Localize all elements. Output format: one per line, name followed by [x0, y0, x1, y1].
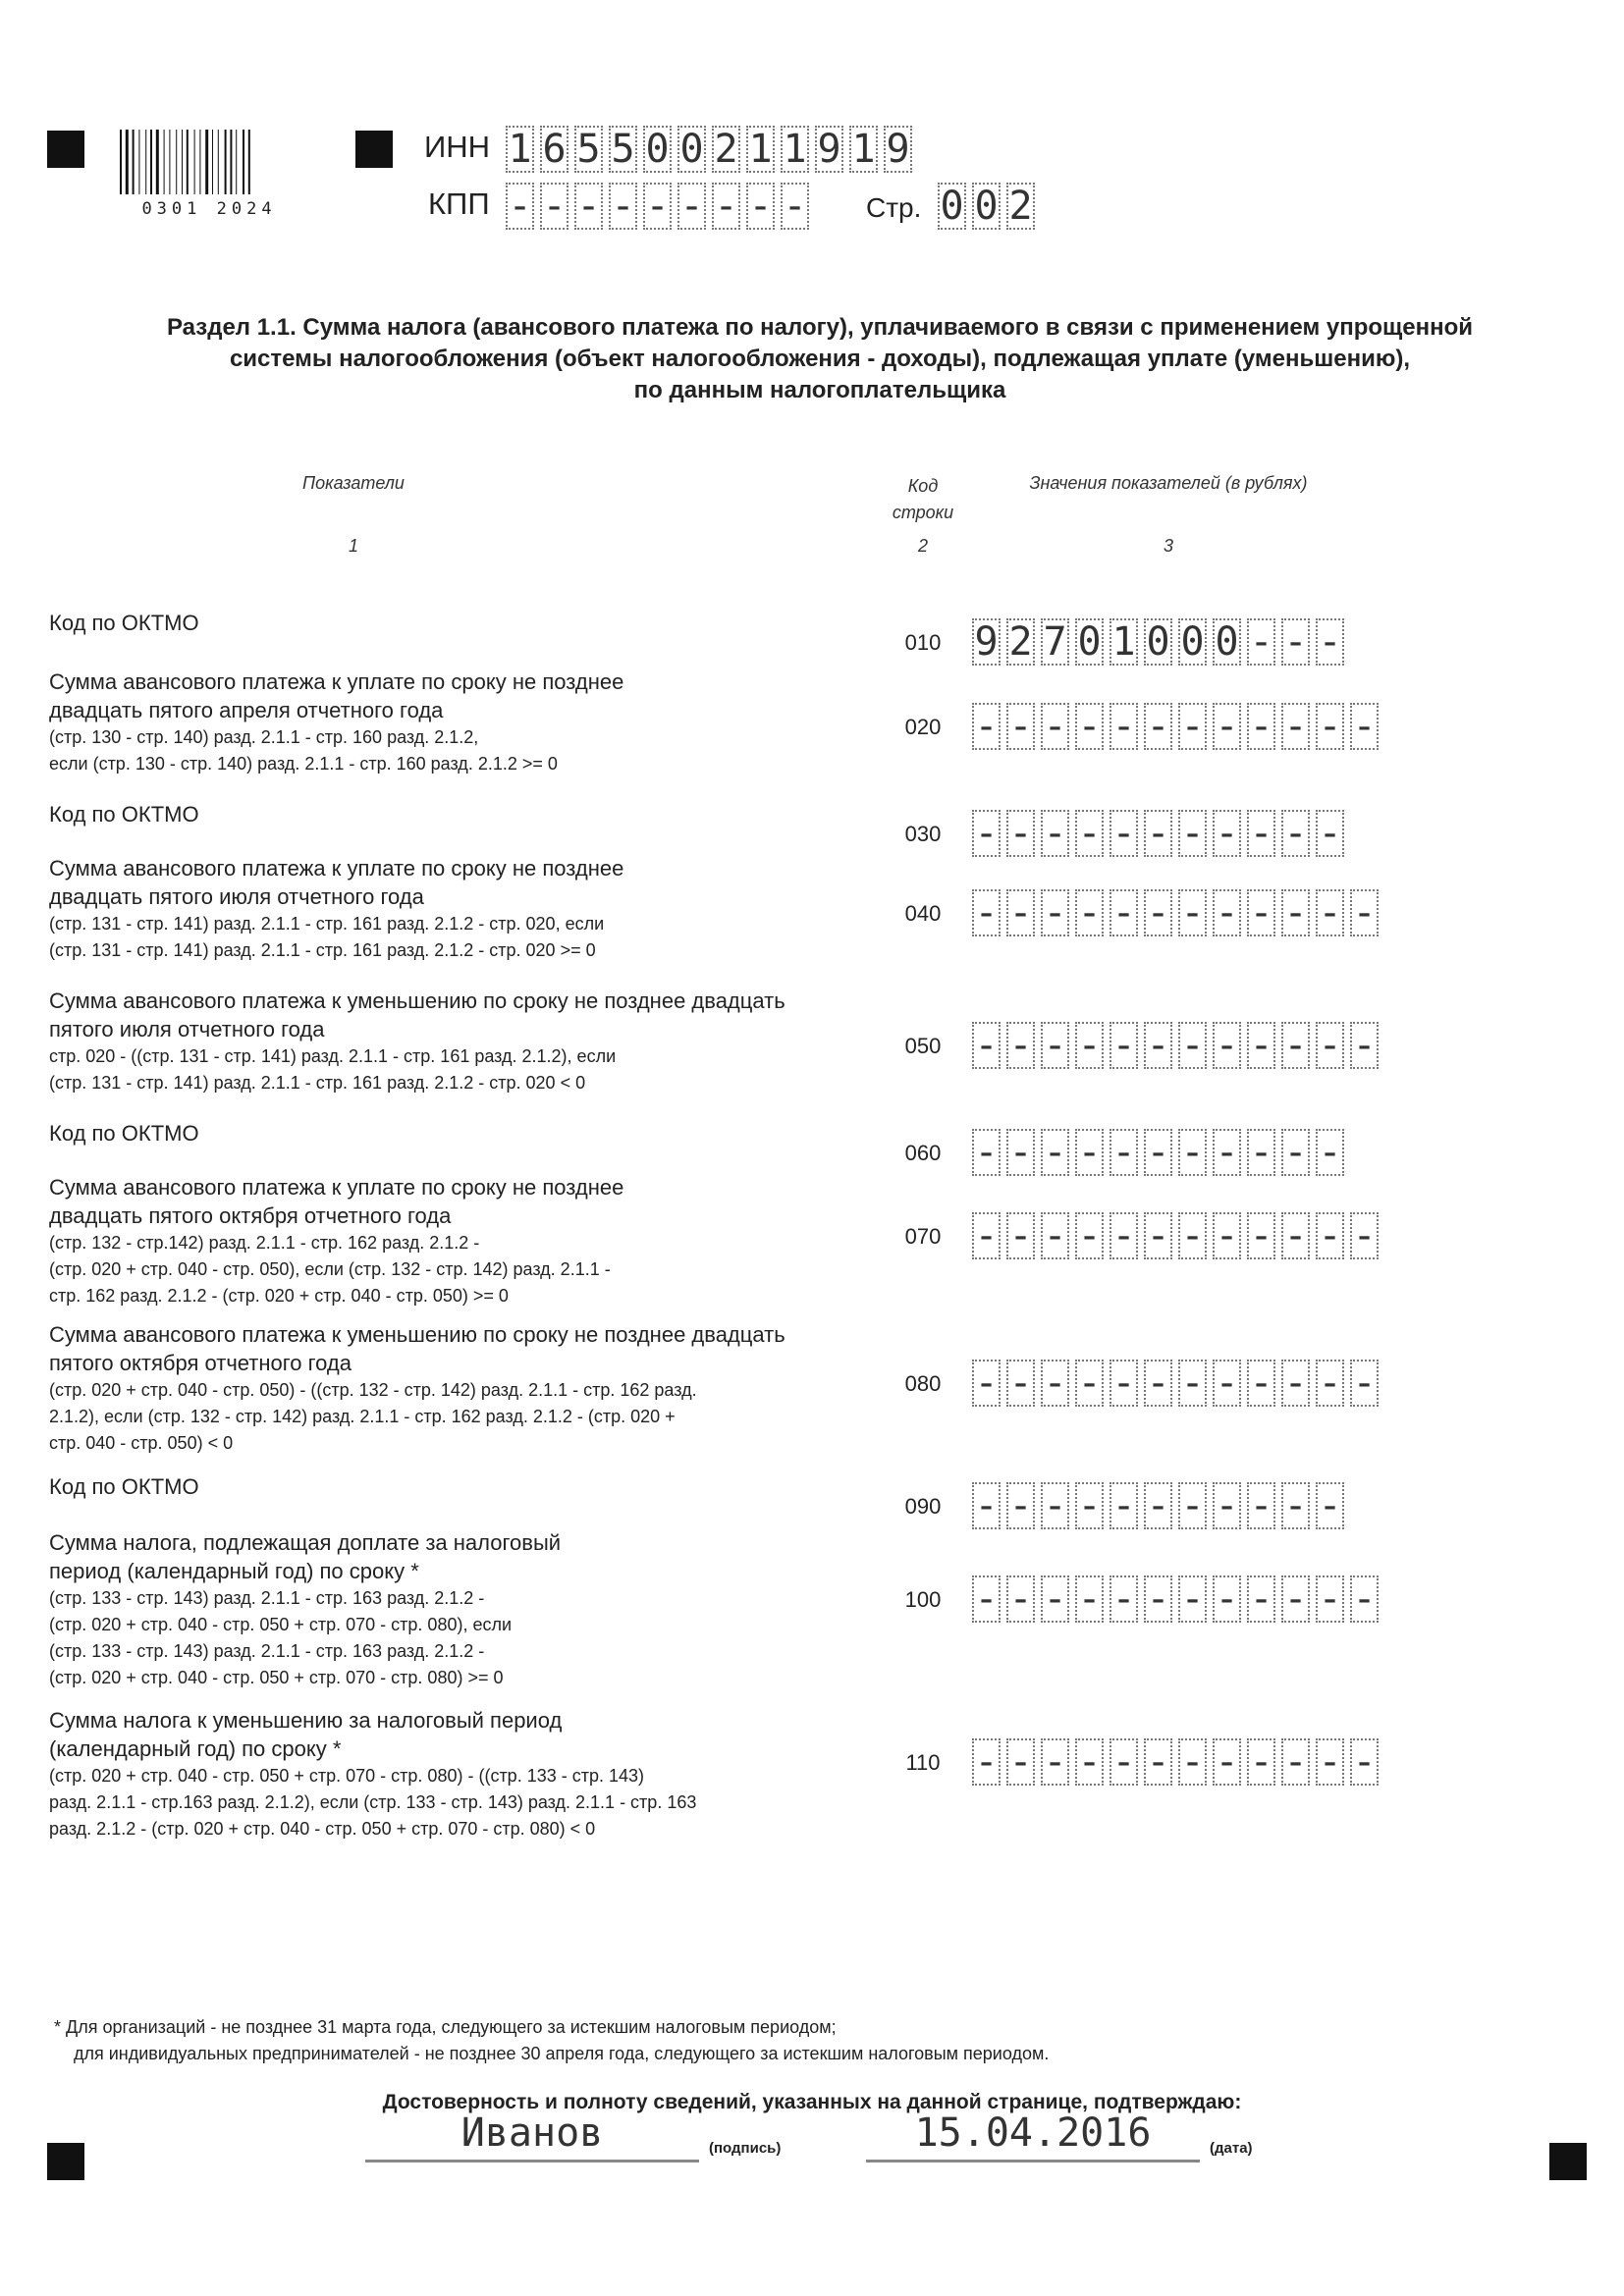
digit-cell: -	[506, 183, 534, 230]
digit-cell: -	[1350, 1212, 1379, 1259]
digit-cell: -	[1316, 703, 1344, 750]
indicator-description	[49, 800, 893, 828]
section-title-line3: по данным налогоплательщика	[633, 377, 1006, 403]
digit-cell: -	[1110, 889, 1138, 936]
digit-cell: -	[1247, 1129, 1275, 1176]
digit-cell: -	[972, 1738, 1001, 1786]
barcode-bar	[164, 130, 165, 194]
barcode-bar	[145, 130, 146, 194]
indicator-description	[49, 1706, 893, 1842]
digit-cell: -	[1247, 1022, 1275, 1069]
digit-cell: -	[1006, 1212, 1035, 1259]
row-value-cells-050	[972, 1022, 1384, 1069]
digit-cell: -	[1350, 1738, 1379, 1786]
digit-cell: -	[1316, 1360, 1344, 1407]
digit-cell: -	[1281, 1575, 1310, 1623]
signature-value: Иванов	[460, 2110, 604, 2156]
digit-cell: -	[1075, 1575, 1104, 1623]
digit-cell: -	[1247, 1360, 1275, 1407]
row-value-cells-020	[972, 703, 1384, 750]
digit-cell: 5	[574, 126, 603, 173]
barcode-bar	[236, 130, 237, 194]
digit-cell: -	[1281, 1738, 1310, 1786]
digit-cell: -	[1075, 889, 1104, 936]
digit-cell: 1	[506, 126, 534, 173]
row-code: 060	[904, 1141, 942, 1165]
digit-cell: 0	[677, 126, 706, 173]
column-number-2: 2	[917, 536, 928, 556]
indicator-formula: (стр. 020 + стр. 040 - стр. 050 + стр. 070 - стр. 080) - ((стр. 133 - стр. 143) разд. 2.1.1 - стр.163 разд. 2.1.2), если (стр. 133 - стр. 143) разд. 2.1.1 - стр. 163 разд. 2.1.2 - (стр. 020 + стр. 040 - стр. 050 + стр. 070 - стр. 080) < 0	[49, 1766, 697, 1839]
digit-cell: -	[1006, 1129, 1035, 1176]
row-value-cells-100	[972, 1575, 1384, 1623]
indicator-description	[49, 667, 893, 777]
digit-cell: -	[574, 183, 603, 230]
digit-cell: -	[1281, 1212, 1310, 1259]
row-code: 050	[904, 1034, 942, 1058]
row-code: 020	[904, 715, 942, 739]
digit-cell: -	[1213, 703, 1241, 750]
row-code: 100	[904, 1587, 942, 1612]
digit-cell: -	[746, 183, 775, 230]
digit-cell: -	[1075, 1022, 1104, 1069]
corner-marker-bottom-left	[47, 2143, 84, 2180]
row-value-cells-060	[972, 1129, 1350, 1176]
column-number-3: 3	[1163, 536, 1173, 556]
digit-cell: -	[1041, 1738, 1069, 1786]
page-number-cells	[938, 183, 1041, 230]
digit-cell: -	[1041, 1212, 1069, 1259]
column-header-indicators: Показатели	[302, 473, 405, 493]
indicator-description	[49, 609, 893, 637]
date-caption: (дата)	[1210, 2140, 1253, 2157]
corner-marker-top-right	[355, 131, 393, 168]
digit-cell: -	[1110, 1738, 1138, 1786]
footnote-line1: * Для организаций - не позднее 31 марта года, следующего за истекшим налоговым периодом;	[54, 2017, 837, 2037]
digit-cell: -	[1178, 703, 1207, 750]
digit-cell: -	[1006, 1482, 1035, 1529]
digit-cell: -	[1144, 1482, 1172, 1529]
barcode-bars	[116, 128, 302, 196]
digit-cell: -	[1144, 703, 1172, 750]
indicator-title: Код по ОКТМО	[49, 802, 199, 827]
digit-cell: -	[1075, 1738, 1104, 1786]
digit-cell: -	[1247, 1738, 1275, 1786]
digit-cell: -	[1178, 1575, 1207, 1623]
digit-cell: -	[1006, 1575, 1035, 1623]
column-header-code-line2: строки	[892, 503, 954, 522]
digit-cell: -	[972, 1360, 1001, 1407]
digit-cell: -	[1316, 1738, 1344, 1786]
indicator-title: Код по ОКТМО	[49, 611, 199, 635]
row-value-cells-010	[972, 618, 1350, 666]
indicator-formula: (стр. 131 - стр. 141) разд. 2.1.1 - стр. 161 разд. 2.1.2 - стр. 020, если (стр. 131 - стр. 141) разд. 2.1.1 - стр. 161 разд. 2.1.2 - стр. 020 >= 0	[49, 914, 605, 960]
footnote-line2: для индивидуальных предпринимателей - не позднее 30 апреля года, следующего за истекшим налоговым периодом.	[74, 2044, 1050, 2063]
digit-cell: -	[1041, 1360, 1069, 1407]
digit-cell: -	[1213, 1360, 1241, 1407]
row-code: 030	[904, 822, 942, 846]
digit-cell: -	[1281, 1129, 1310, 1176]
row-code: 010	[904, 630, 942, 655]
digit-cell: -	[1075, 1212, 1104, 1259]
barcode-bar	[194, 130, 195, 194]
digit-cell: 0	[1144, 618, 1172, 666]
digit-cell: -	[1041, 1482, 1069, 1529]
digit-cell: -	[1041, 1575, 1069, 1623]
indicator-description	[49, 1320, 893, 1457]
digit-cell: -	[972, 703, 1001, 750]
confirmation-text: Достоверность и полноту сведений, указанных на данной странице, подтверждаю:	[382, 2091, 1242, 2113]
barcode-bar	[133, 130, 135, 194]
indicator-formula: (стр. 130 - стр. 140) разд. 2.1.1 - стр. 160 разд. 2.1.2, если (стр. 130 - стр. 140) разд. 2.1.1 - стр. 160 разд. 2.1.2 >= 0	[49, 727, 558, 774]
barcode-bar	[156, 130, 159, 194]
indicator-description	[49, 1528, 893, 1691]
barcode-bar	[225, 130, 227, 194]
digit-cell: -	[1281, 889, 1310, 936]
indicator-title: Сумма авансового платежа к уменьшению по сроку не позднее двадцать пятого июля отчетного года	[49, 988, 785, 1041]
footnote	[54, 2014, 1049, 2067]
row-code: 110	[905, 1750, 941, 1775]
section-title-line1: Раздел 1.1. Сумма налога (авансового платежа по налогу), уплачиваемого в связи с применением упрощенной	[166, 314, 1474, 341]
indicator-title: Код по ОКТМО	[49, 1474, 199, 1499]
digit-cell: -	[677, 183, 706, 230]
digit-cell: -	[609, 183, 637, 230]
digit-cell: 7	[1041, 618, 1069, 666]
digit-cell: -	[1247, 1575, 1275, 1623]
digit-cell: -	[1041, 703, 1069, 750]
column-header-code-line1: Код	[907, 476, 939, 496]
row-value-cells-040	[972, 889, 1384, 936]
barcode-bar	[176, 130, 177, 194]
digit-cell: -	[1041, 889, 1069, 936]
digit-cell: 0	[972, 183, 1001, 230]
barcode-bar	[187, 130, 189, 194]
digit-cell: -	[1316, 889, 1344, 936]
digit-cell: 1	[1110, 618, 1138, 666]
digit-cell: 0	[1213, 618, 1241, 666]
column-header-values: Значения показателей (в рублях)	[1029, 473, 1308, 493]
digit-cell: -	[1075, 1482, 1104, 1529]
digit-cell: -	[1006, 1738, 1035, 1786]
digit-cell: -	[1281, 810, 1310, 857]
corner-marker-top-left	[47, 131, 84, 168]
digit-cell: -	[1006, 703, 1035, 750]
digit-cell: 0	[1075, 618, 1104, 666]
digit-cell: -	[1144, 1738, 1172, 1786]
digit-cell: -	[1213, 1482, 1241, 1529]
digit-cell: -	[1110, 1129, 1138, 1176]
indicator-title: Сумма авансового платежа к уплате по сроку не позднее двадцать пятого апреля отчетного года	[49, 669, 624, 722]
digit-cell: -	[712, 183, 740, 230]
digit-cell: -	[1316, 1575, 1344, 1623]
barcode-bar	[120, 130, 122, 194]
row-value-cells-070	[972, 1212, 1384, 1259]
digit-cell: -	[1178, 1360, 1207, 1407]
indicator-title: Сумма авансового платежа к уплате по сроку не позднее двадцать пятого июля отчетного года	[49, 856, 624, 909]
indicator-description	[49, 854, 893, 964]
indicator-description	[49, 987, 893, 1096]
row-value-cells-090	[972, 1482, 1350, 1529]
digit-cell: -	[540, 183, 568, 230]
row-code: 070	[904, 1224, 942, 1249]
indicator-description	[49, 1119, 893, 1148]
digit-cell: -	[1075, 810, 1104, 857]
digit-cell: -	[1247, 618, 1275, 666]
digit-cell: -	[972, 1129, 1001, 1176]
barcode-bar	[199, 130, 200, 194]
digit-cell: -	[1178, 1129, 1207, 1176]
digit-cell: -	[1041, 1129, 1069, 1176]
digit-cell: -	[1213, 1212, 1241, 1259]
digit-cell: -	[1316, 1129, 1344, 1176]
digit-cell: -	[1075, 1129, 1104, 1176]
indicator-title: Код по ОКТМО	[49, 1121, 199, 1146]
column-header-code	[879, 473, 967, 526]
digit-cell: 1	[849, 126, 878, 173]
digit-cell: -	[1006, 1360, 1035, 1407]
digit-cell: -	[1178, 889, 1207, 936]
digit-cell: -	[1144, 810, 1172, 857]
digit-cell: 6	[540, 126, 568, 173]
indicator-title: Сумма авансового платежа к уменьшению по сроку не позднее двадцать пятого октября отчетного года	[49, 1322, 785, 1375]
digit-cell: -	[972, 889, 1001, 936]
digit-cell: -	[1110, 1212, 1138, 1259]
date-value: 15.04.2016	[914, 2110, 1152, 2156]
date-line	[866, 2160, 1200, 2163]
row-code: 040	[904, 901, 942, 926]
page-label: Стр.	[866, 192, 922, 223]
barcode-bar	[212, 130, 213, 194]
indicator-title: Сумма авансового платежа к уплате по сроку не позднее двадцать пятого октября отчетного года	[49, 1175, 624, 1228]
digit-cell: -	[1281, 1360, 1310, 1407]
digit-cell: -	[1247, 1212, 1275, 1259]
digit-cell: -	[1110, 1360, 1138, 1407]
digit-cell: -	[1178, 1738, 1207, 1786]
digit-cell: -	[1213, 810, 1241, 857]
digit-cell: 9	[884, 126, 912, 173]
digit-cell: -	[1350, 703, 1379, 750]
digit-cell: -	[1110, 703, 1138, 750]
digit-cell: 9	[815, 126, 843, 173]
digit-cell: 0	[1178, 618, 1207, 666]
digit-cell: -	[1006, 889, 1035, 936]
digit-cell: -	[1213, 1129, 1241, 1176]
indicator-formula: (стр. 020 + стр. 040 - стр. 050) - ((стр. 132 - стр. 142) разд. 2.1.1 - стр. 162 разд. 2.1.2), если (стр. 132 - стр. 142) разд. 2.1.1 - стр. 162 разд. 2.1.2 - (стр. 020 + стр. 040 - стр. 050) < 0	[49, 1380, 697, 1453]
corner-marker-bottom-right	[1549, 2143, 1587, 2180]
barcode-bar	[169, 130, 170, 194]
digit-cell: -	[1281, 1022, 1310, 1069]
digit-cell: -	[1144, 1575, 1172, 1623]
digit-cell: -	[1316, 1482, 1344, 1529]
digit-cell: -	[1144, 1129, 1172, 1176]
digit-cell: -	[1006, 1022, 1035, 1069]
indicator-formula: (стр. 132 - стр.142) разд. 2.1.1 - стр. 162 разд. 2.1.2 - (стр. 020 + стр. 040 - стр. 050), если (стр. 132 - стр. 142) разд. 2.1.1 - стр. 162 разд. 2.1.2 - (стр. 020 + стр. 040 - стр. 050) >= 0	[49, 1233, 611, 1306]
digit-cell: -	[1144, 1022, 1172, 1069]
digit-cell: -	[1110, 1575, 1138, 1623]
digit-cell: -	[1144, 1212, 1172, 1259]
digit-cell: -	[972, 1022, 1001, 1069]
digit-cell: -	[1213, 1575, 1241, 1623]
digit-cell: 1	[781, 126, 809, 173]
inn-cells	[506, 126, 918, 173]
row-code: 090	[904, 1494, 942, 1519]
digit-cell: -	[1316, 810, 1344, 857]
digit-cell: -	[1213, 1022, 1241, 1069]
indicator-formula: стр. 020 - ((стр. 131 - стр. 141) разд. 2.1.1 - стр. 161 разд. 2.1.2), если (стр. 131 - стр. 141) разд. 2.1.1 - стр. 161 разд. 2.1.2 - стр. 020 < 0	[49, 1046, 617, 1093]
column-number-1: 1	[348, 536, 358, 556]
digit-cell: -	[1281, 703, 1310, 750]
barcode-bar	[248, 130, 250, 194]
digit-cell: -	[972, 1212, 1001, 1259]
digit-cell: -	[1041, 1022, 1069, 1069]
barcode-bar	[138, 130, 139, 194]
digit-cell: -	[1110, 1482, 1138, 1529]
kpp-label: КПП	[428, 187, 490, 221]
digit-cell: -	[972, 810, 1001, 857]
section-title-line2: системы налогообложения (объект налогообложения - доходы), подлежащая уплате (уменьшению),	[229, 346, 1411, 372]
digit-cell: -	[643, 183, 672, 230]
digit-cell: -	[1316, 1022, 1344, 1069]
row-value-cells-030	[972, 810, 1350, 857]
row-value-cells-110	[972, 1738, 1384, 1786]
digit-cell: -	[1350, 1022, 1379, 1069]
digit-cell: 2	[1006, 183, 1035, 230]
digit-cell: -	[1350, 1360, 1379, 1407]
digit-cell: -	[1281, 618, 1310, 666]
kpp-cells	[506, 183, 815, 230]
digit-cell: -	[1316, 1212, 1344, 1259]
digit-cell: -	[1178, 810, 1207, 857]
digit-cell: -	[1144, 1360, 1172, 1407]
digit-cell: 2	[712, 126, 740, 173]
barcode-bar	[230, 130, 232, 194]
indicator-description	[49, 1472, 893, 1501]
digit-cell: -	[1247, 889, 1275, 936]
indicator-formula: (стр. 133 - стр. 143) разд. 2.1.1 - стр. 163 разд. 2.1.2 - (стр. 020 + стр. 040 - стр. 050 + стр. 070 - стр. 080), если (стр. 133 - стр. 143) разд. 2.1.1 - стр. 163 разд. 2.1.2 - (стр. 020 + стр. 040 - стр. 050 + стр. 070 - стр. 080) >= 0	[49, 1588, 513, 1687]
digit-cell: -	[1110, 1022, 1138, 1069]
row-code: 080	[904, 1371, 942, 1396]
digit-cell: -	[1178, 1212, 1207, 1259]
digit-cell: -	[1006, 810, 1035, 857]
digit-cell: -	[1144, 889, 1172, 936]
barcode-bar	[243, 130, 244, 194]
digit-cell: 5	[609, 126, 637, 173]
barcode-bar	[126, 130, 129, 194]
digit-cell: -	[1075, 1360, 1104, 1407]
digit-cell: -	[1316, 618, 1344, 666]
digit-cell: -	[1247, 1482, 1275, 1529]
indicator-title: Сумма налога, подлежащая доплате за налоговый период (календарный год) по сроку *	[49, 1530, 562, 1583]
digit-cell: -	[1350, 1575, 1379, 1623]
digit-cell: -	[1041, 810, 1069, 857]
section-title	[88, 312, 1551, 406]
digit-cell: 9	[972, 618, 1001, 666]
row-value-cells-080	[972, 1360, 1384, 1407]
signature-caption: (подпись)	[709, 2140, 782, 2157]
digit-cell: 0	[938, 183, 966, 230]
digit-cell: -	[1247, 703, 1275, 750]
digit-cell: -	[1075, 703, 1104, 750]
digit-cell: -	[1281, 1482, 1310, 1529]
barcode-bar	[218, 130, 219, 194]
digit-cell: -	[1247, 810, 1275, 857]
digit-cell: -	[1178, 1482, 1207, 1529]
digit-cell: -	[1213, 889, 1241, 936]
digit-cell: -	[781, 183, 809, 230]
signature-line	[365, 2160, 699, 2163]
digit-cell: -	[972, 1482, 1001, 1529]
barcode-bar	[182, 130, 183, 194]
indicator-title: Сумма налога к уменьшению за налоговый период (календарный год) по сроку *	[49, 1708, 563, 1761]
digit-cell: -	[1178, 1022, 1207, 1069]
digit-cell: -	[1350, 889, 1379, 936]
barcode-bar	[150, 130, 152, 194]
digit-cell: -	[1213, 1738, 1241, 1786]
barcode-bar	[205, 130, 208, 194]
digit-cell: 1	[746, 126, 775, 173]
digit-cell: -	[1110, 810, 1138, 857]
digit-cell: -	[972, 1575, 1001, 1623]
barcode-number: 0301 2024	[141, 199, 277, 219]
barcode	[116, 128, 302, 218]
inn-label: ИНН	[424, 130, 491, 164]
digit-cell: 0	[643, 126, 672, 173]
digit-cell: 2	[1006, 618, 1035, 666]
indicator-description	[49, 1173, 893, 1309]
